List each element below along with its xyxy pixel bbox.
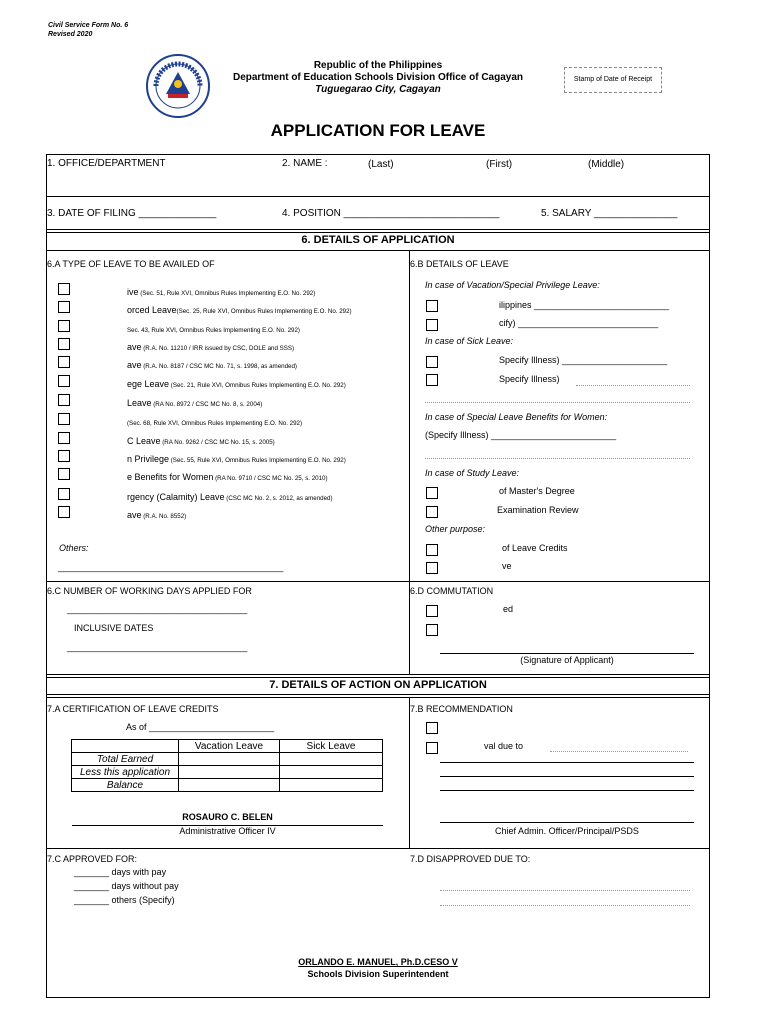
masters-degree-label: of Master's Degree [499,486,575,496]
table-row [72,753,383,766]
leave-type-item [127,412,302,430]
table-header-cell: Vacation Leave [179,740,280,753]
table-row-label: Less this application [72,766,179,779]
leave-type-item [127,355,297,373]
as-of-field[interactable]: As of _________________________ [126,722,275,732]
leave-type-legal-basis: (R.A. No. 8187 / CSC MC No. 71, s. 1998, as amended) [141,363,297,370]
sick-leave-heading: In case of Sick Leave: [425,336,514,346]
table-header-row [72,740,383,753]
chief-signature-label: Chief Admin. Officer/Principal/PSDS [495,826,639,836]
leave-type-legal-basis: (R.A. No. 8552) [141,513,187,520]
leave-type-label: e Benefits for Women [127,472,214,482]
leave-type-checkbox[interactable] [58,450,70,462]
name-label: 2. NAME : [282,158,328,169]
days-without-pay-field[interactable]: _______ days without pay [74,881,179,891]
header-republic: Republic of the Philippines [313,60,443,71]
table-row [72,766,383,779]
header-department: Department of Education Schools Division Office of Cagayan [232,72,524,83]
days-with-pay-field[interactable]: _______ days with pay [74,867,167,877]
leave-type-checkbox[interactable] [58,283,70,295]
leave-type-legal-basis: (RA No. 9710 / CSC MC No. 25, s. 2010) [213,475,328,482]
section-7b-title: 7.B RECOMMENDATION [410,704,513,714]
leave-type-label: orced Leave [127,305,177,315]
leave-type-label: C Leave [127,436,161,446]
masters-degree-checkbox[interactable] [426,487,438,499]
section-6a-title: 6.A TYPE OF LEAVE TO BE AVAILED OF [47,259,215,269]
leave-type-legal-basis: (Sec. 68, Rule XVI, Omnibus Rules Implementing E.O. No. 292) [127,420,303,427]
leave-type-checkbox[interactable] [58,394,70,406]
leave-type-legal-basis: Sec. 43, Rule XVI, Omnibus Rules Implementing E.O. No. 292) [127,327,300,334]
inclusive-dates-label: INCLUSIVE DATES [74,623,154,633]
name-last-label: (Last) [368,159,394,170]
name-first-label: (First) [486,159,513,170]
vacation-leave-heading: In case of Vacation/Special Privilege Leave: [425,280,600,290]
table-cell[interactable] [280,766,383,779]
table-cell[interactable] [280,753,383,766]
table-header-cell [72,740,179,753]
study-leave-heading: In case of Study Leave: [425,468,520,478]
applicant-signature-label: (Signature of Applicant) [520,655,614,665]
leave-type-item [127,374,346,392]
women-leave-heading: In case of Special Leave Benefits for Women: [425,412,608,422]
leave-type-label: ive [127,287,139,297]
disapproval-reason-label: val due to [484,741,524,751]
leave-type-checkbox[interactable] [58,468,70,480]
other-purpose-heading: Other purpose: [425,524,486,534]
recommend-approval-checkbox[interactable] [426,722,438,734]
section-6d-title: 6.D COMMUTATION [410,586,494,596]
leave-type-label: Leave [127,398,152,408]
certifying-officer-title: Administrative Officer IV [179,826,276,836]
leave-type-checkbox[interactable] [58,338,70,350]
leave-type-legal-basis: (Sec. 25, Rule XVI, Omnibus Rules Implementing E.O. No. 292) [176,308,352,315]
terminal-leave-checkbox[interactable] [426,562,438,574]
leave-type-legal-basis: (Sec. 21, Rule XVI, Omnibus Rules Implementing E.O. No. 292) [169,382,346,389]
chief-signature-line[interactable] [440,822,694,823]
others-field[interactable]: _____________________________________________ [58,562,284,572]
leave-type-checkbox[interactable] [58,320,70,332]
abroad-checkbox[interactable] [426,319,438,331]
leave-type-item [127,282,315,300]
leave-type-checkbox[interactable] [58,301,70,313]
leave-type-label: ave [127,360,142,370]
sds-title: Schools Division Superintendent [307,969,449,979]
date-of-filing-field[interactable]: 3. DATE OF FILING ______________ [47,208,217,219]
monetization-label: of Leave Credits [502,543,568,553]
commutation-requested-checkbox[interactable] [426,624,438,636]
working-days-field[interactable]: ____________________________________ [67,604,248,614]
office-department-label: 1. OFFICE/DEPARTMENT [47,158,166,169]
leave-type-legal-basis: (Sec. 51, Rule XVI, Omnibus Rules Implementing E.O. No. 292) [138,290,316,297]
in-hospital-checkbox[interactable] [426,356,438,368]
leave-type-label: ege Leave [127,379,170,389]
table-cell[interactable] [179,779,280,792]
name-middle-label: (Middle) [588,159,625,170]
within-philippines-checkbox[interactable] [426,300,438,312]
leave-type-legal-basis: (CSC MC No. 2, s. 2012, as amended) [224,495,333,502]
leave-type-legal-basis: (R.A. No. 11210 / IRR issued by CSC, DOLE and SSS) [141,345,295,352]
section-6-title: 6. DETAILS OF APPLICATION [301,234,455,246]
leave-type-label: n Privilege [127,454,170,464]
section-6c-title: 6.C NUMBER OF WORKING DAYS APPLIED FOR [47,586,252,596]
leave-type-checkbox[interactable] [58,432,70,444]
certifying-officer-name: ROSAURO C. BELEN [182,812,273,822]
leave-type-legal-basis: (RA No. 8972 / CSC MC No. 8, s. 2004) [151,401,263,408]
recommend-disapproval-checkbox[interactable] [426,742,438,754]
form-revision: Revised 2020 [48,31,93,38]
section-7c-title: 7.C APPROVED FOR: [47,854,138,864]
form-number: Civil Service Form No. 6 [48,22,129,29]
leave-type-legal-basis: (RA No. 9262 / CSC MC No. 15, s. 2005) [160,439,275,446]
bar-review-checkbox[interactable] [426,506,438,518]
leave-type-item [127,449,346,467]
section-6b-title: 6.B DETAILS OF LEAVE [410,259,509,269]
leave-type-checkbox[interactable] [58,413,70,425]
commutation-not-requested-checkbox[interactable] [426,605,438,617]
leave-type-item [127,505,186,523]
stamp-box: Stamp of Date of Receipt [564,67,662,93]
table-row-label: Balance [72,779,179,792]
others-label: Others: [59,543,89,553]
commutation-not-requested-label: ed [503,604,514,614]
sds-name: ORLANDO E. MANUEL, Ph.D.CESO V [298,957,458,967]
leave-type-label: ave [127,342,142,352]
leave-type-item [127,393,262,411]
deped-seal-logo [146,54,210,118]
leave-type-label: rgency (Calamity) Leave [127,492,225,502]
section-7a-title: 7.A CERTIFICATION OF LEAVE CREDITS [47,704,219,714]
leave-type-item [127,300,352,318]
leave-type-label: ave [127,510,142,520]
leave-type-item [127,467,328,485]
form-title: APPLICATION FOR LEAVE [270,121,486,140]
others-specify-field[interactable]: _______ others (Specify) [74,895,175,905]
leave-type-checkbox[interactable] [58,506,70,518]
leave-type-checkbox[interactable] [58,488,70,500]
within-philippines-label: ilippines ___________________________ [499,300,670,310]
leave-type-checkbox[interactable] [58,356,70,368]
table-cell[interactable] [179,766,280,779]
table-row-label: Total Earned [72,753,179,766]
section-7d-title: 7.D DISAPPROVED DUE TO: [410,854,531,864]
leave-type-checkbox[interactable] [58,375,70,387]
leave-type-legal-basis: (Sec. 55, Rule XVI, Omnibus Rules Implementing E.O. No. 292) [169,457,346,464]
position-field[interactable]: 4. POSITION ____________________________ [282,208,500,219]
leave-type-item [127,319,300,337]
header-city: Tuguegarao City, Cagayan [315,84,441,95]
table-header-cell: Sick Leave [280,740,383,753]
out-patient-illness-field[interactable]: Specify Illness) [499,374,560,384]
leave-credits-table [71,739,383,792]
table-row [72,779,383,792]
in-hospital-illness-field[interactable]: Specify Illness) _____________________ [499,355,668,365]
table-cell[interactable] [280,779,383,792]
table-cell[interactable] [179,753,280,766]
monetization-checkbox[interactable] [426,544,438,556]
inclusive-dates-field[interactable]: ____________________________________ [67,642,248,652]
leave-type-item [127,487,333,505]
section-7-title: 7. DETAILS OF ACTION ON APPLICATION [269,679,487,691]
applicant-signature-line[interactable] [440,653,694,654]
bar-review-label: Examination Review [497,505,579,515]
out-patient-checkbox[interactable] [426,374,438,386]
abroad-specify-field[interactable]: cify) ____________________________ [499,318,659,328]
salary-field[interactable]: 5. SALARY _______________ [541,208,678,219]
women-illness-field[interactable]: (Specify Illness) _________________________ [425,430,617,440]
terminal-leave-label: ve [502,561,512,571]
leave-type-item [127,431,275,449]
leave-type-item [127,337,294,355]
